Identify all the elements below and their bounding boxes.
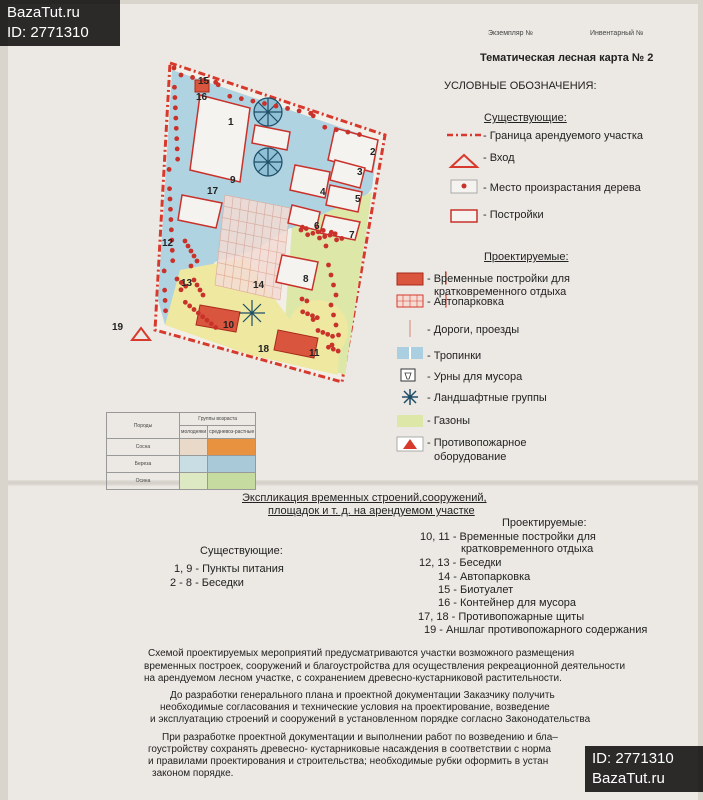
map-label-8: 8: [303, 274, 309, 285]
table-sub-young: молодняки: [180, 426, 208, 439]
paragraph-line-6: и эксплуатацию строений и сооружений в установленном порядке согласно Законодательства: [150, 714, 591, 725]
paragraph-line-4: До разработки генерального плана и проектной документации Заказчику получить: [170, 690, 555, 701]
tree-mark: [297, 108, 302, 113]
paragraph-line-2: временных построек, сооружений и благоустройства для осуществления рекреационной деятельности: [144, 661, 626, 672]
tree-mark: [216, 82, 221, 87]
tree-mark: [321, 228, 326, 233]
legend-lawns: - Газоны: [427, 415, 471, 427]
tree-mark: [304, 299, 309, 304]
entrance-symbol: [451, 155, 477, 167]
tree-mark: [162, 269, 167, 274]
tree-mark: [326, 263, 331, 268]
watermark-bottom-right: [585, 746, 703, 792]
tree-mark: [311, 317, 316, 322]
map-label-6: 6: [314, 221, 320, 232]
tree-mark: [345, 130, 350, 135]
tree-mark: [322, 125, 327, 130]
map-label-17: 17: [207, 186, 219, 197]
legend-bins: - Урны для мусора: [427, 371, 523, 383]
table-row-pine: Сосна: [107, 439, 180, 456]
map-label-15: 15: [198, 76, 210, 87]
tree-mark: [192, 278, 197, 283]
explication-planned-7: 17, 18 - Противопожарные щиты: [418, 611, 585, 623]
map-label-9: 9: [230, 175, 236, 186]
paragraph-line-7: При разработке проектной документации и выполнении работ по возведению и бла–: [162, 732, 558, 743]
map-label-7: 7: [349, 230, 355, 241]
watermark-site-2: BazaTut.ru: [592, 770, 665, 787]
tree-mark: [173, 105, 178, 110]
age-group-table: [106, 412, 256, 490]
paragraph-line-1: Схемой проектируемых мероприятий предусматриваются участки возможного размещения: [148, 648, 575, 659]
paragraph-line-5: необходимые согласования и технические условия на проектирование, возведение: [160, 702, 550, 713]
tree-mark: [227, 94, 232, 99]
tree-mark: [195, 283, 200, 288]
tree-mark: [285, 106, 290, 111]
tree-mark: [168, 197, 173, 202]
tree-mark: [325, 332, 330, 337]
tree-mark: [175, 277, 180, 282]
table-row-birch: Береза: [107, 456, 180, 473]
tree-mark: [239, 96, 244, 101]
tree-mark: [162, 288, 167, 293]
tree-mark: [262, 101, 267, 106]
tree-mark: [336, 333, 341, 338]
paragraph-line-3: на арендуемом лесном участке, с сохранением древесно-кустарниковой растительности.: [144, 673, 562, 684]
explication-planned-4: 14 - Автопарковка: [438, 571, 531, 583]
table-sub-middle: средневоз-растные: [208, 426, 256, 439]
building-symbol: [451, 210, 477, 222]
tree-mark: [300, 309, 305, 314]
table-header-species: Породы: [107, 413, 180, 439]
paragraph-line-10: законом порядке.: [152, 768, 234, 779]
map-label-3: 3: [357, 167, 363, 178]
legend-entrance: - Вход: [483, 152, 515, 164]
tree-mark: [339, 236, 344, 241]
tree-mark: [163, 298, 168, 303]
legend-heading: УСЛОВНЫЕ ОБОЗНАЧЕНИЯ:: [444, 80, 597, 92]
tree-mark: [334, 127, 339, 132]
tree-mark: [167, 186, 172, 191]
legend-roads: - Дороги, проезды: [427, 324, 520, 336]
paragraph-line-8: гоустройству сохранять древесно- кустарниковые насаждения в соответствии с норма: [148, 744, 551, 755]
tree-mark: [186, 244, 191, 249]
map-label-18: 18: [258, 344, 270, 355]
table-header-age: Группы возраста: [180, 413, 256, 426]
explication-existing-1: 1, 9 - Пункты питания: [174, 563, 284, 575]
tree-mark: [175, 147, 180, 152]
map-title: Тематическая лесная карта № 2: [480, 52, 654, 64]
legend-tree: - Место произрастания дерева: [483, 182, 641, 194]
explication-existing-2: 2 - 8 - Беседки: [170, 577, 244, 589]
tree-mark: [187, 304, 192, 309]
lawn-symbol: [397, 415, 423, 427]
watermark-top-left: [0, 0, 120, 46]
entrance-icon: [132, 328, 150, 340]
watermark-site: BazaTut.ru: [7, 4, 80, 21]
tree-mark: [175, 157, 180, 162]
legend-paths: - Тропинки: [427, 350, 482, 362]
explication-planned-6: 16 - Контейнер для мусора: [438, 597, 577, 609]
tree-mark: [183, 239, 188, 244]
tree-mark: [331, 313, 336, 318]
legend-existing-heading: Существующие:: [484, 112, 567, 124]
table-row-aspen: Осина: [107, 473, 180, 490]
map-label-2: 2: [370, 147, 376, 158]
tree-mark: [357, 132, 362, 137]
tree-mark: [192, 254, 197, 259]
tree-mark: [300, 225, 305, 230]
legend-temp-buildings: - Временные постройки для: [427, 273, 570, 285]
tree-mark: [174, 136, 179, 141]
tree-mark: [169, 217, 174, 222]
tree-mark: [192, 307, 197, 312]
tree-mark: [172, 66, 177, 71]
map-label-19: 19: [112, 322, 124, 333]
landscape-symbol: [402, 389, 418, 405]
tree-mark: [168, 207, 173, 212]
tree-mark: [274, 104, 279, 109]
tree-mark: [336, 349, 341, 354]
legend-landscape: - Ландшафтные группы: [427, 392, 547, 404]
explication-planned-1: 10, 11 - Временные постройки для: [420, 531, 596, 543]
tree-mark: [205, 318, 210, 323]
tree-mark: [200, 314, 205, 319]
explication-planned-heading: Проектируемые:: [502, 517, 587, 529]
legend-fire-equipment-2: оборудование: [434, 451, 507, 463]
legend-buildings: - Постройки: [483, 209, 544, 221]
tree-mark: [250, 99, 255, 104]
map-label-12: 12: [162, 238, 174, 249]
legend-temp-buildings-2: кратковременного отдыха: [434, 286, 567, 298]
tree-mark: [320, 330, 325, 335]
tree-mark: [329, 303, 334, 308]
tree-mark: [311, 113, 316, 118]
explication-planned-5: 15 - Биотуалет: [438, 584, 514, 596]
tree-mark: [334, 293, 339, 298]
inventory-number-label: Инвентарный №: [590, 30, 644, 37]
tree-mark: [331, 347, 336, 352]
tree-mark: [317, 236, 322, 241]
tree-mark: [173, 116, 178, 121]
tree-mark: [167, 167, 172, 172]
map-label-10: 10: [223, 320, 235, 331]
paragraph-line-9: и правилами проектирования и строительства; необходимые рубки оформить в устан: [148, 756, 549, 767]
map-label-4: 4: [320, 187, 326, 198]
tree-mark: [315, 315, 320, 320]
map-label-11: 11: [309, 348, 320, 359]
tree-mark: [174, 126, 179, 131]
site-plan-map: [100, 55, 390, 395]
tree-mark: [322, 234, 327, 239]
tree-mark: [170, 258, 175, 263]
tree-mark: [209, 321, 214, 326]
legend-planned-heading: Проектируемые:: [484, 251, 569, 263]
explication-existing-heading: Существующие:: [200, 545, 283, 557]
tree-mark: [195, 259, 200, 264]
explication-planned-2: кратковременного отдыха: [461, 543, 594, 555]
map-label-13: 13: [181, 278, 193, 289]
legend-boundary: - Граница арендуемого участка: [483, 130, 644, 142]
legend-symbols-planned: [395, 265, 435, 465]
tree-mark: [201, 293, 206, 298]
tree-mark: [189, 264, 194, 269]
tree-mark: [169, 227, 174, 232]
tree-mark: [183, 300, 188, 305]
map-label-16: 16: [196, 92, 208, 103]
tree-mark: [179, 73, 184, 78]
tree-mark: [330, 343, 335, 348]
tree-mark: [173, 95, 178, 100]
tree-mark: [198, 288, 203, 293]
watermark-id-2: ID: 2771310: [592, 750, 674, 767]
legend-parking: - Автопарковка: [427, 296, 504, 308]
explication-planned-3: 12, 13 - Беседки: [419, 557, 502, 569]
tree-mark: [324, 244, 329, 249]
copy-number-label: Экземпляр №: [488, 30, 534, 37]
tree-mark: [305, 311, 310, 316]
explication-title-2: площадок и т. д. на арендуемом участке: [268, 505, 475, 517]
tree-mark: [334, 323, 339, 328]
map-label-14: 14: [253, 280, 265, 291]
tree-mark: [329, 230, 334, 235]
tree-mark: [316, 328, 321, 333]
tree-mark: [172, 85, 177, 90]
explication-planned-8: 19 - Аншлаг противопожарного содержания: [424, 624, 648, 636]
tree-mark: [300, 297, 305, 302]
tree-mark: [330, 334, 335, 339]
map-label-5: 5: [355, 194, 361, 205]
tree-mark: [163, 308, 168, 313]
tree-mark: [334, 237, 339, 242]
tree-mark: [305, 232, 310, 237]
explication-title-1: Экспликация временных строений,сооружений,: [242, 492, 487, 504]
watermark-id: ID: 2771310: [7, 24, 89, 41]
tree-mark: [196, 311, 201, 316]
tree-mark: [189, 249, 194, 254]
tree-mark: [190, 75, 195, 80]
legend-fire-equipment: - Противопожарное: [427, 437, 527, 449]
tree-mark: [329, 273, 334, 278]
tree-mark: [213, 325, 218, 330]
tree-mark: [331, 283, 336, 288]
map-label-1: 1: [228, 117, 234, 128]
